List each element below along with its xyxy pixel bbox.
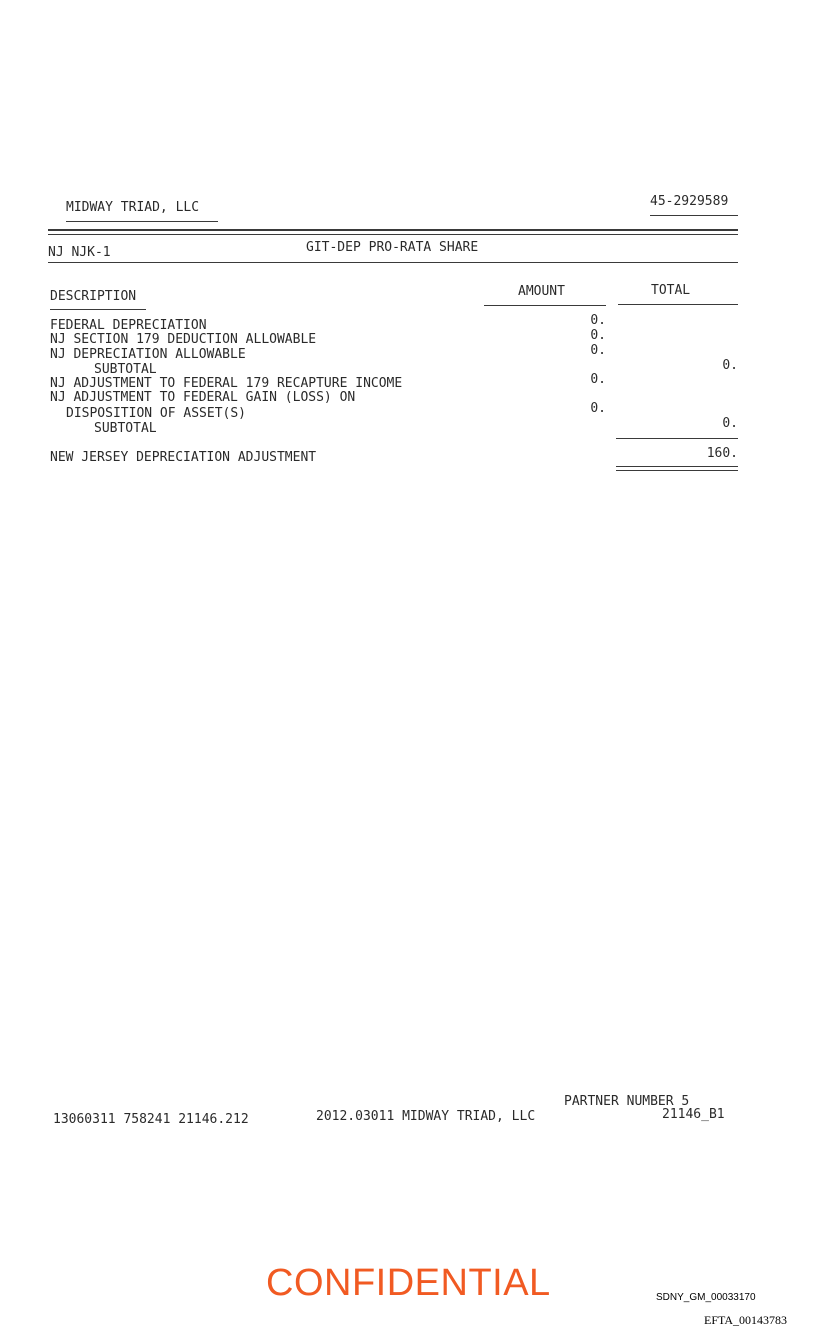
row-label: NJ SECTION 179 DEDUCTION ALLOWABLE bbox=[50, 332, 317, 347]
form-title: GIT-DEP PRO-RATA SHARE bbox=[306, 240, 479, 255]
row-label: NJ DEPRECIATION ALLOWABLE bbox=[50, 347, 246, 362]
ein: 45-2929589 bbox=[650, 194, 729, 209]
header-rule-top bbox=[48, 229, 738, 231]
total-rule bbox=[616, 438, 738, 439]
subtotal-label: SUBTOTAL bbox=[94, 362, 157, 377]
row-amount: 0. bbox=[590, 313, 606, 328]
final-label: NEW JERSEY DEPRECIATION ADJUSTMENT bbox=[50, 450, 317, 465]
column-total: TOTAL bbox=[651, 283, 691, 298]
bates-sdny: SDNY_GM_00033170 bbox=[656, 1292, 756, 1303]
form-id: NJ NJK-1 bbox=[48, 245, 111, 260]
header-rule-top-2 bbox=[48, 234, 738, 235]
confidential-stamp: CONFIDENTIAL bbox=[266, 1262, 551, 1304]
total-underline bbox=[618, 304, 738, 305]
header-rule-bottom bbox=[48, 262, 738, 263]
double-rule-2 bbox=[616, 470, 738, 471]
column-amount: AMOUNT bbox=[518, 284, 565, 299]
row-amount: 0. bbox=[590, 328, 606, 343]
subtotal-total: 0. bbox=[722, 416, 738, 431]
row-amount: 0. bbox=[590, 401, 606, 416]
ein-underline bbox=[650, 215, 738, 216]
row-amount: 0. bbox=[590, 372, 606, 387]
company-underline bbox=[66, 221, 218, 222]
row-label: NJ ADJUSTMENT TO FEDERAL GAIN (LOSS) ON bbox=[50, 390, 356, 405]
partner-label: PARTNER NUMBER 5 bbox=[564, 1094, 690, 1109]
bates-efta: EFTA_00143783 bbox=[704, 1313, 788, 1327]
row-label: FEDERAL DEPRECIATION bbox=[50, 318, 207, 333]
row-label: DISPOSITION OF ASSET(S) bbox=[66, 406, 247, 421]
partner-code: 21146_B1 bbox=[662, 1107, 725, 1122]
row-amount: 0. bbox=[590, 343, 606, 358]
description-underline bbox=[50, 309, 146, 310]
subtotal-total: 0. bbox=[722, 358, 738, 373]
subtotal-label: SUBTOTAL bbox=[94, 421, 157, 436]
column-description: DESCRIPTION bbox=[50, 289, 137, 304]
amount-underline bbox=[484, 305, 606, 306]
row-label: NJ ADJUSTMENT TO FEDERAL 179 RECAPTURE INCOME bbox=[50, 376, 403, 391]
final-total: 160. bbox=[706, 446, 738, 461]
footer-code: 13060311 758241 21146.212 bbox=[53, 1112, 249, 1127]
double-rule-1 bbox=[616, 466, 738, 467]
company-name: MIDWAY TRIAD, LLC bbox=[66, 200, 200, 215]
footer-return: 2012.03011 MIDWAY TRIAD, LLC bbox=[316, 1109, 536, 1124]
